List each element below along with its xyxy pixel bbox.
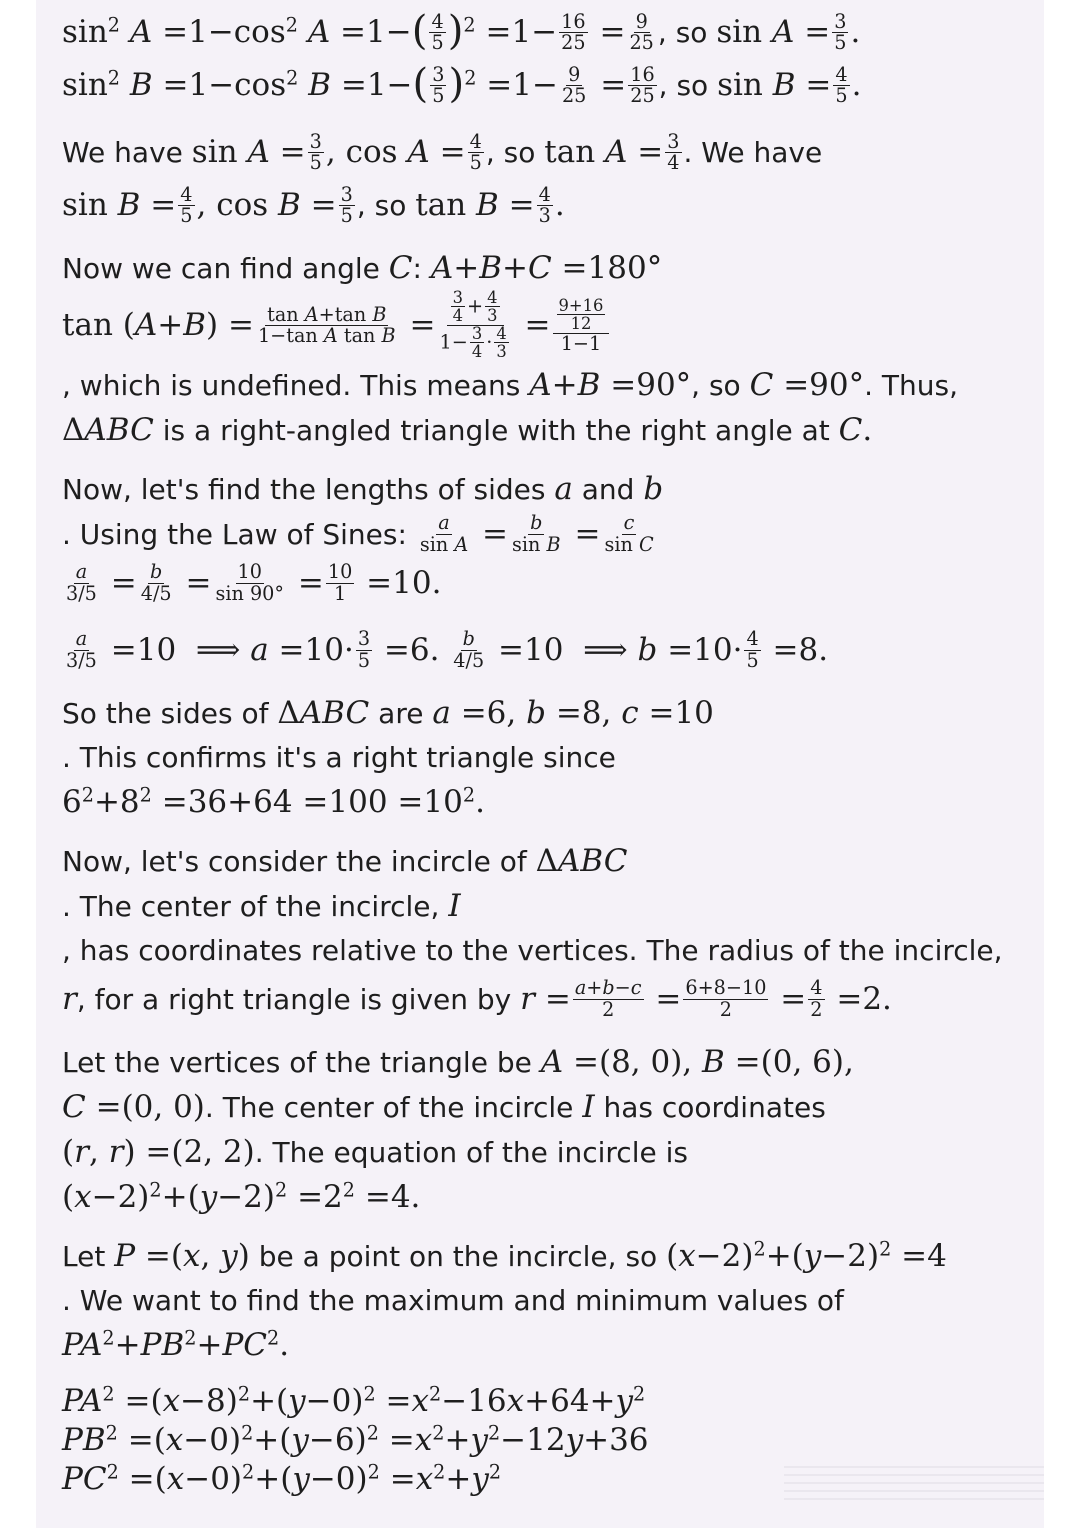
- incircle-radius-line: r, for a right triangle is given by r = $\frac{a+b-c}{2}$ = $\frac{6+8-10}{2}$ = $\frac{4}{2}$ =2.: [62, 976, 892, 1021]
- incircle-intro-line: Now, let's consider the incircle of ΔABC: [62, 842, 628, 879]
- law-of-sines-line: . Using the Law of Sines: $\frac{a}{\text{sin A}}$ = $\frac{b}{\text{sin B}}$ = $\frac{c}{\text{sin C}}$: [62, 511, 654, 556]
- paragraph-vertices: [62, 1040, 1022, 1220]
- angle-sum-line: Now we can find angle C: A+B+C =180°: [62, 250, 663, 286]
- undefined-line: , which is undefined. This means A+B =90°, so C =90°. Thus,: [62, 366, 959, 403]
- tan-sum-formula: tan (A+B) = $\frac{\text{tan A+tan B}}{\text{1−tan A tan B}}$ = $\frac{3}{4}$ + $\frac{4}{3}$ 1− $\frac{3}{4}$ · $\frac{4}{3}$ = $\frac{\frac{9+16}{12}}{1-1}$: [62, 291, 1022, 363]
- solution-text: [36, 0, 1044, 1499]
- document-page: [36, 0, 1044, 1528]
- sin-squared-A-line: $\sin^2 A =1-\cos^2$ A =1−( $\frac{4}{5}$ )$^2$ =1− $\frac{16}{25}$ = $\frac{9}{25}$ , so sin A = $\frac{3}{5}$ .: [62, 7, 861, 54]
- right-angle-line: ΔABC is a right-angled triangle with the right angle at C.: [62, 411, 873, 448]
- point-P-line: Let P =(x, y) be a point on the incircle, so $(x-2)^2+(y-2)^2 =4$: [62, 1237, 947, 1274]
- text-we-have: We have: [62, 136, 183, 169]
- ratio-line: $\frac{a}{3/5}$ = $\frac{b}{4/5}$ = $\frac{10}{\sin 90^\circ}$ = $\frac{10}{1}$ =10.: [66, 560, 442, 605]
- incenter-line: (r, r) =(2, 2). The equation of the incircle is: [62, 1133, 688, 1170]
- PB-squared-line: $PB^2 =(x-0)^2+(y-6)^2 =x^2+y^2-12y+36$: [62, 1421, 649, 1458]
- paragraph-incircle: [62, 839, 1022, 1026]
- paragraph-law-of-sines: [62, 467, 1022, 610]
- tan-A-line: We have sin A = $\frac{3}{5}$ , cos A = $\frac{4}{5}$ , so tan A = $\frac{3}{4}$ . We have: [62, 129, 823, 174]
- paragraph-angle-C: [62, 246, 1022, 453]
- vertex-C-line: C =(0, 0). The center of the incircle I has coordinates: [62, 1088, 826, 1125]
- confirms-line: . This confirms it's a right triangle since: [62, 740, 616, 774]
- paragraph-point-P: [62, 1234, 1022, 1368]
- incircle-equation-line: $(x-2)^2+(y-2)^2 =2^2 =4$.: [62, 1178, 421, 1215]
- sin-squared-B-line: $\sin^2 B =1-\cos^2$ B =1−( $\frac{3}{5}$ )$^2$ =1− $\frac{9}{25}$ = $\frac{16}{25}$ , so sin B = $\frac{4}{5}$ .: [62, 60, 862, 107]
- sum-squares-line: $PA^2+PB^2+PC^2$.: [62, 1326, 290, 1363]
- sides-summary-line: So the sides of ΔABC are a =6, b =8, c =10: [62, 694, 714, 731]
- PC-squared-line: $PC^2 =(x-0)^2+(y-0)^2 =x^2+y^2$: [62, 1460, 502, 1497]
- side-values-line: $\frac{a}{3/5}$ =10 ⟹ a =10· $\frac{3}{5}$ =6. $\frac{b}{4/5}$ =10 ⟹ b =10· $\frac{4}{5}$ =8.: [66, 627, 829, 672]
- incircle-center-line: . The center of the incircle, I: [62, 887, 461, 924]
- paragraph-tan-values: [62, 126, 1022, 232]
- paragraph-sin-squared: [62, 6, 1022, 112]
- paragraph-side-values: [62, 624, 1022, 677]
- tan-B-line: sin B = $\frac{4}{5}$ , cos B = $\frac{3}{5}$ , so tan B = $\frac{4}{3}$ .: [62, 182, 565, 227]
- PA-squared-line: $PA^2 =(x-8)^2+(y-0)^2 =x^2-16x+64+y^2$: [62, 1382, 646, 1419]
- pythagoras-line: $6^2+8^2 =36+64 =100 =10^2$.: [62, 783, 485, 820]
- sides-intro-line: Now, let's find the lengths of sides a and b: [62, 470, 664, 507]
- max-min-line: . We want to find the maximum and minimum values of: [62, 1283, 844, 1317]
- incircle-coordinates-line: , has coordinates relative to the vertices. The radius of the incircle,: [62, 933, 1003, 967]
- text-so: , so: [657, 16, 708, 49]
- faint-watermark: [784, 1466, 1044, 1502]
- vertices-line: Let the vertices of the triangle be A =(8, 0), B =(0, 6),: [62, 1043, 854, 1080]
- paragraph-sides-summary: [62, 691, 1022, 825]
- text-so: , so: [658, 69, 709, 102]
